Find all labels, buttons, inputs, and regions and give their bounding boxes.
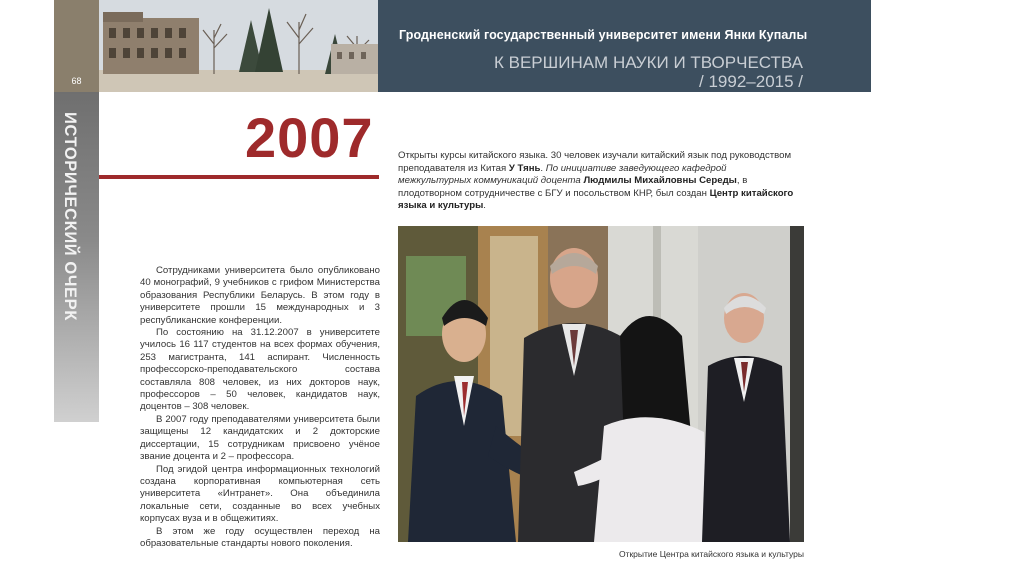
body-paragraph: Сотрудниками университета было опубликовано 40 монографий, 9 учебников с грифом Министерства образования Республики Беларусь. В этом году в университете прошли 15 международных и 3 республиканские конференции.	[140, 265, 380, 326]
year-heading: 2007	[245, 106, 374, 169]
intro-paragraph	[398, 150, 800, 213]
intro-center-name: Центр китайского языка и культуры	[398, 187, 794, 212]
header-campus-photo	[99, 0, 378, 92]
intro-text-2: .	[540, 162, 546, 174]
university-name: Гродненский государственный университет имени Янки Купалы	[399, 28, 808, 42]
intro-name-head: Людмилы Михайловны Середы	[583, 175, 737, 187]
event-photo	[398, 226, 804, 542]
book-title: К ВЕРШИНАМ НАУКИ И ТВОРЧЕСТВА	[494, 53, 803, 72]
campus-illustration	[99, 0, 378, 92]
body-paragraph: В 2007 году преподавателями университета были защищены 12 кандидатских и 2 докторские диссертации, 15 сотрудникам присвоено учёное звание доцента и 2 – профессора.	[140, 413, 380, 463]
handshake-illustration	[398, 226, 804, 542]
section-label: ИСТОРИЧЕСКИЙ ОЧЕРК	[61, 112, 79, 321]
page-number: 68	[71, 76, 82, 86]
intro-text-4: .	[483, 200, 486, 212]
intro-text-1: Открыты курсы китайского языка. 30 человек изучали китайский язык под руководством преподавателя из Китая	[398, 150, 792, 174]
book-years: / 1992–2015 /	[699, 72, 803, 91]
intro-text-3: , в плодотворном сотрудничестве с БГУ и посольством КНР, был создан	[398, 175, 748, 199]
body-text-column	[140, 265, 380, 550]
body-paragraph: Под эгидой центра информационных технологий создана корпоративная компьютерная сеть университета «Интранет». Она объединила локальные сети, созданные во всех учебных корпусах вуза и в общежитиях.	[140, 463, 380, 525]
body-paragraph: По состоянию на 31.12.2007 в университете училось 16 117 студентов на всех формах обучения, 253 магистранта, 141 аспирант. Численность профессорско-преподавательского состава составляла 808 человек, из них докторов наук, профессоров – 50 человек, кандидатов наук, доцентов – 308 человек.	[140, 327, 380, 413]
header-title-band	[378, 0, 871, 92]
intro-name-teacher: У Тянь	[508, 162, 541, 174]
body-paragraph: В этом же году осуществлен переход на образовательные стандарты нового поколения.	[140, 525, 380, 549]
photo-caption: Открытие Центра китайского языка и культуры	[618, 549, 804, 559]
year-divider	[99, 175, 379, 179]
intro-italic: По инициативе заведующего кафедрой межкультурных коммуникаций доцента	[398, 162, 727, 187]
